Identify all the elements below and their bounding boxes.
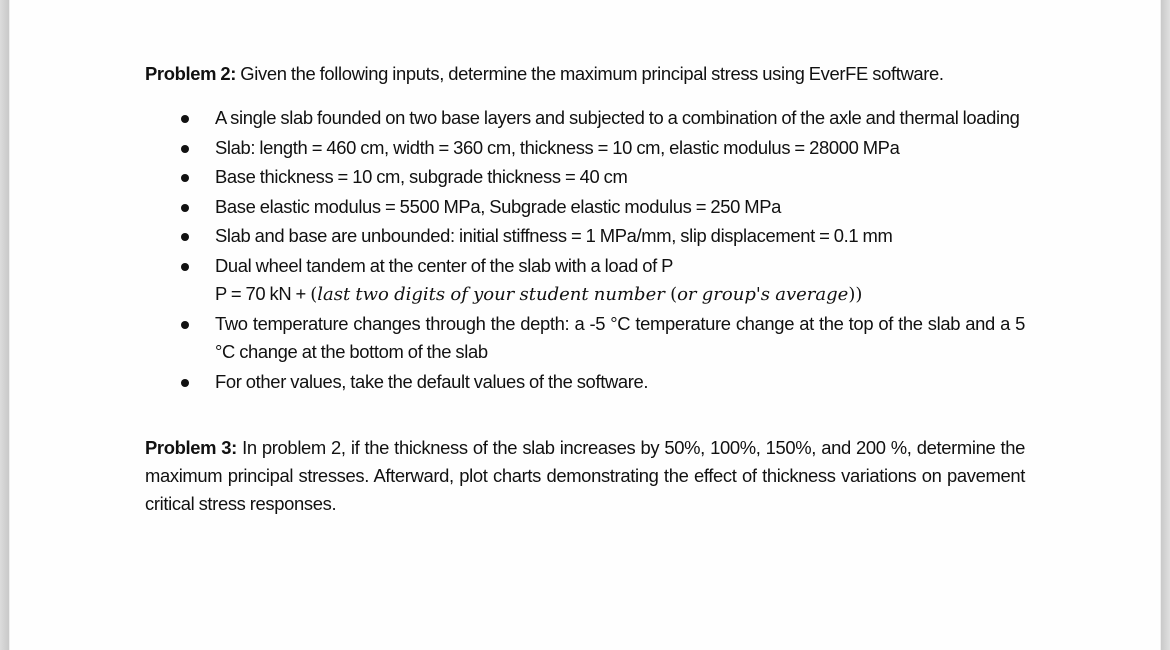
bullet-icon — [181, 204, 189, 212]
problem-2-intro: Given the following inputs, determine the maximum principal stress using EverFE software. — [236, 63, 944, 84]
bullet-icon — [181, 321, 189, 329]
list-item — [145, 163, 1025, 191]
load-formula-prefix: P = 70 kN + — [215, 282, 311, 304]
problem-2-heading — [145, 60, 1025, 88]
list-item-text: Dual wheel tandem at the center of the slab with a load of P — [215, 254, 674, 276]
list-item — [145, 310, 1025, 366]
bullet-icon — [181, 174, 189, 182]
bullet-icon — [181, 145, 189, 153]
list-item — [145, 193, 1025, 221]
list-item-text: Two temperature changes through the depth: a -5 °C temperature change at the top of the slab and a 5 °C change at the bottom of the slab — [215, 313, 1025, 362]
bullet-icon — [181, 263, 189, 271]
bullet-icon — [181, 379, 189, 387]
list-item-text: For other values, take the default values of the software. — [215, 370, 649, 392]
list-item — [145, 222, 1025, 250]
left-page-gutter — [0, 0, 9, 650]
list-item — [145, 368, 1025, 396]
right-page-gutter — [1161, 0, 1170, 650]
list-item-text: Base elastic modulus = 5500 MPa, Subgrade elastic modulus = 250 MPa — [215, 195, 782, 217]
list-item-text: Base thickness = 10 cm, subgrade thickness = 40 cm — [215, 166, 628, 187]
load-formula — [215, 280, 1025, 309]
problem-2-input-list — [145, 104, 1025, 396]
load-formula-math: (last two digits of your student number (or group's average)) — [310, 283, 863, 305]
list-item — [145, 104, 1025, 132]
list-item-text: A single slab founded on two base layers and subjected to a combination of the axle and thermal loading — [215, 107, 1020, 128]
list-item — [145, 252, 1025, 309]
problem-3-label: Problem 3: — [145, 436, 237, 458]
list-item-text: Slab: length = 460 cm, width = 360 cm, thickness = 10 cm, elastic modulus = 28000 MPa — [215, 136, 900, 158]
bullet-icon — [181, 115, 189, 123]
document-content — [145, 60, 1025, 518]
problem-3-paragraph — [145, 434, 1025, 518]
list-item-text: Slab and base are unbounded: initial stiffness = 1 MPa/mm, slip displacement = 0.1 mm — [215, 225, 893, 246]
list-item — [145, 134, 1025, 162]
bullet-icon — [181, 233, 189, 241]
document-page — [9, 0, 1161, 650]
problem-3-text: In problem 2, if the thickness of the slab increases by 50%, 100%, 150%, and 200 %, determine the maximum principal stresses. Afterward, plot charts demonstrating the effect of thickness variations on pavement critical stress responses. — [145, 436, 1025, 514]
problem-2-label: Problem 2: — [145, 63, 237, 84]
